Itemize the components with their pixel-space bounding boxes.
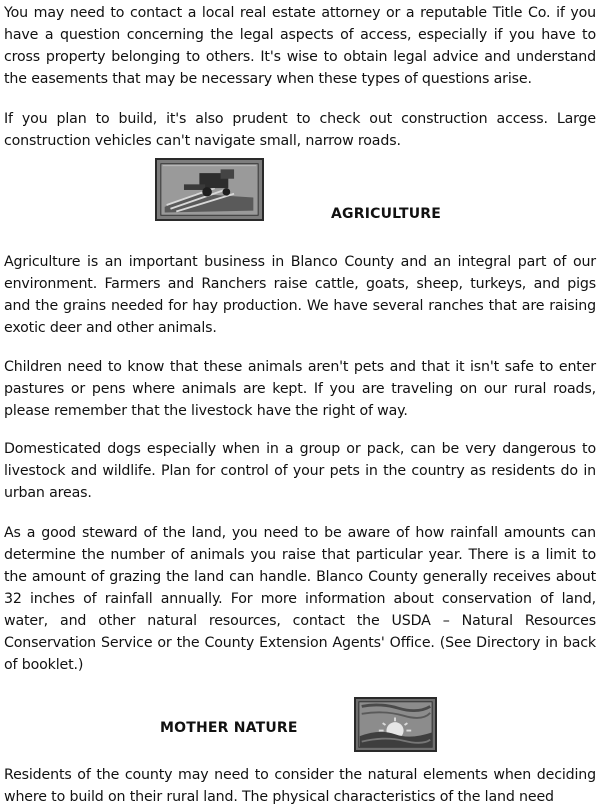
paragraph-natural-elements: Residents of the county may need to consider the natural elements when deciding where to build on their rural land. The physical characteristics of the land need bbox=[4, 767, 596, 805]
paragraph-rainfall-steward: As a good steward of the land, you need to be aware of how rainfall amounts can determine the number of animals you raise that particular year. There is a limit to the amount of grazing the land can handle. Blanco County generally receives about 32 inches of rainfall annually. For more information about conservation of land, water, and other natural resources, contact the USDA – Natural Resources Conservation Service or the County Extension Agents' Office. (See Directory in back of booklet.) bbox=[4, 525, 596, 673]
paragraph-dogs-livestock: Domesticated dogs especially when in a group or pack, can be very dangerous to livestock and wildlife. Plan for control of your pets in the country as residents do in urban areas. bbox=[4, 441, 596, 501]
paragraph-agriculture-business: Agriculture is an important business in Blanco County and an integral part of our environment. Farmers and Ranchers raise cattle, goats, sheep, turkeys, and pigs and the grains needed for hay production. We have several ranches that are raising exotic deer and other animals. bbox=[4, 254, 596, 336]
paragraph-legal-access: You may need to contact a local real estate attorney or a reputable Title Co. if you have a question concerning the legal aspects of access, especially if you have to cross property belonging to others. It's wise to obtain legal advice and understand the easements that may be necessary when these types of questions arise. bbox=[4, 5, 596, 87]
paragraph-children-animals: Children need to know that these animals aren't pets and that it isn't safe to enter pastures or pens where animals are kept. If you are traveling on our rural roads, please remember that the livestock have the right of way. bbox=[4, 359, 596, 419]
sun-over-landscape-icon bbox=[354, 697, 437, 752]
heading-mother-nature: MOTHER NATURE bbox=[160, 720, 298, 736]
paragraph-construction-access: If you plan to build, it's also prudent to check out construction access. Large construction vehicles can't navigate small, narrow roads. bbox=[4, 111, 596, 149]
tractor-harvester-icon bbox=[155, 158, 264, 221]
heading-agriculture: AGRICULTURE bbox=[331, 206, 442, 222]
